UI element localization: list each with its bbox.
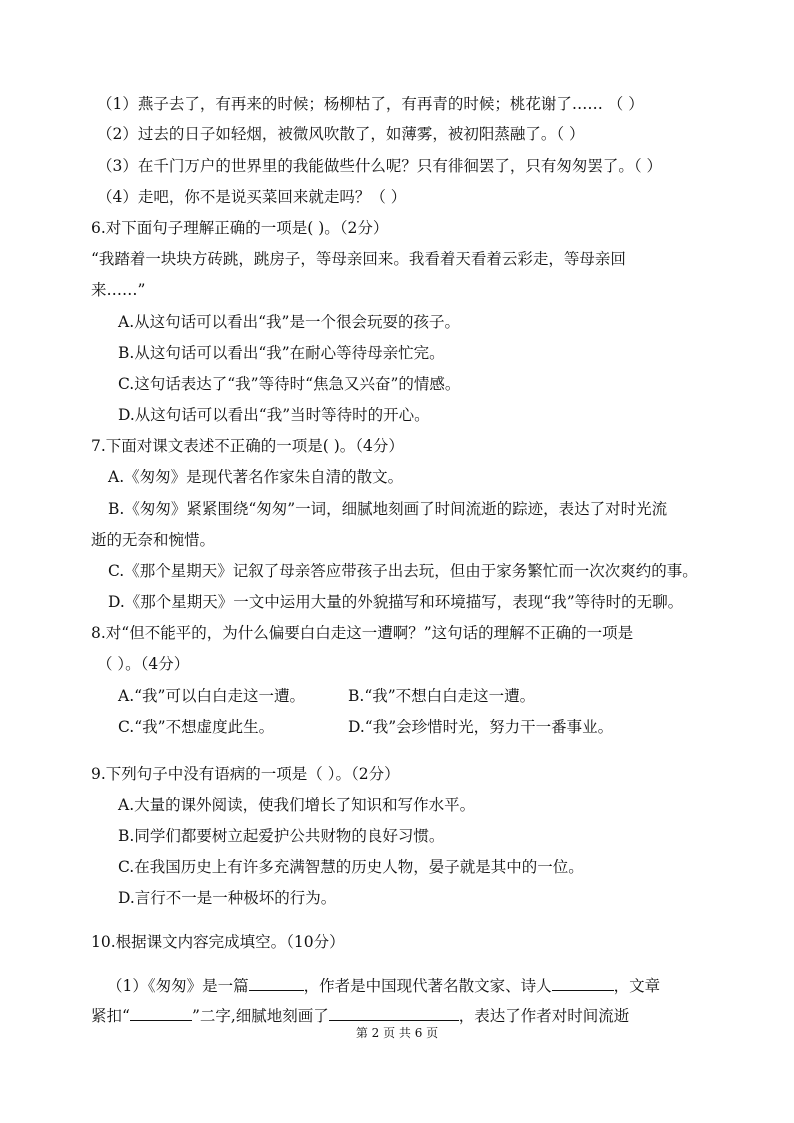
q9-option-b: B.同学们都要树立起爱护公共财物的良好习惯。 <box>118 827 445 845</box>
q10-stem: 10.根据课文内容完成填空。（10分） <box>91 933 345 951</box>
q5-item-1: （1）燕子去了，有再来的时候；杨柳枯了，有再青的时候；桃花谢了…… （ ） <box>97 95 644 113</box>
q10-fill-text-5: ”二字,细腻地刻画了 <box>191 1007 329 1025</box>
q10-fill-text-2: ，作者是中国现代著名散文家、诗人 <box>303 977 552 995</box>
q5-item-3: （3）在千门万户的世界里的我能做些什么呢？只有徘徊罢了，只有匆匆罢了。（ ） <box>97 157 663 175</box>
q7-option-d: D.《那个星期天》一文中运用大量的外貌描写和环境描写，表现“我”等待时的无聊。 <box>108 593 684 611</box>
q6-option-b: B.从这句话可以看出“我”在耐心等待母亲忙完。 <box>118 344 445 362</box>
q10-fill-text-4: 紧扣“ <box>91 1007 130 1025</box>
q7-stem: 7.下面对课文表述不正确的一项是( )。（4分） <box>91 437 404 455</box>
fill-blank[interactable] <box>249 975 304 991</box>
q6-option-d: D.从这句话可以看出“我”当时等待时的开心。 <box>118 406 430 424</box>
q10-fill-text-1: （1）《匆匆》是一篇 <box>107 977 249 995</box>
q7-option-c: C.《那个星期天》记叙了母亲答应带孩子出去玩，但由于家务繁忙而一次次爽约的事。 <box>108 562 698 580</box>
fill-blank[interactable] <box>329 1005 459 1021</box>
q5-item-4: （4）走吧，你不是说买菜回来就走吗？（ ） <box>97 188 407 206</box>
q8-option-b: B.“我”不想白白走这一遭。 <box>348 687 536 705</box>
q6-stem: 6.对下面句子理解正确的一项是( )。（2分） <box>91 219 389 237</box>
q9-option-a: A.大量的课外阅读，使我们增长了知识和写作水平。 <box>118 796 476 814</box>
fill-blank[interactable] <box>552 975 614 991</box>
q10-fill-line-2 <box>91 1005 629 1026</box>
q9-stem: 9.下列句子中没有语病的一项是（ ）。（2分） <box>91 765 400 783</box>
q8-option-d: D.“我”会珍惜时光，努力干一番事业。 <box>348 718 614 736</box>
q6-option-a: A.从这句话可以看出“我”是一个很会玩耍的孩子。 <box>118 313 460 331</box>
q9-option-c: C.在我国历史上有许多充满智慧的历史人物，晏子就是其中的一位。 <box>118 858 584 876</box>
q7-option-a: A.《匆匆》是现代著名作家朱自清的散文。 <box>108 468 404 486</box>
q8-option-c: C.“我”不想虚度此生。 <box>118 718 275 736</box>
q10-fill-text-3: ，文章 <box>613 977 661 995</box>
q6-quote-line-2: 来……” <box>91 281 146 299</box>
q5-item-2: （2）过去的日子如轻烟，被微风吹散了，如薄雾，被初阳蒸融了。（ ） <box>97 125 585 143</box>
q9-option-d: D.言行不一是一种极坏的行为。 <box>118 889 337 907</box>
q7-option-b-line-1: B.《匆匆》紧紧围绕“匆匆”一词，细腻地刻画了时间流逝的踪迹，表达了对时光流 <box>108 500 668 518</box>
q7-option-b-line-2: 逝的无奈和惋惜。 <box>91 531 216 549</box>
q6-quote-line-1: “我踏着一块块方砖跳，跳房子，等母亲回来。我看着天看着云彩走，等母亲回 <box>91 250 626 268</box>
page-footer: 第 2 页 共 6 页 <box>355 1026 439 1040</box>
q8-stem: 8.对“但不能平的，为什么偏要白白走这一遭啊？”这句话的理解不正确的一项是 <box>91 624 634 642</box>
q10-fill-text-6: ，表达了作者对时间流逝 <box>458 1007 630 1025</box>
fill-blank[interactable] <box>130 1005 192 1021</box>
q8-option-a: A.“我”可以白白走这一遭。 <box>118 687 305 705</box>
q8-stem-line-2: （ ）。（4分） <box>97 655 190 673</box>
q6-option-c: C.这句话表达了“我”等待时“焦急又兴奋”的情感。 <box>118 375 461 393</box>
q10-fill-line-1 <box>107 975 660 996</box>
